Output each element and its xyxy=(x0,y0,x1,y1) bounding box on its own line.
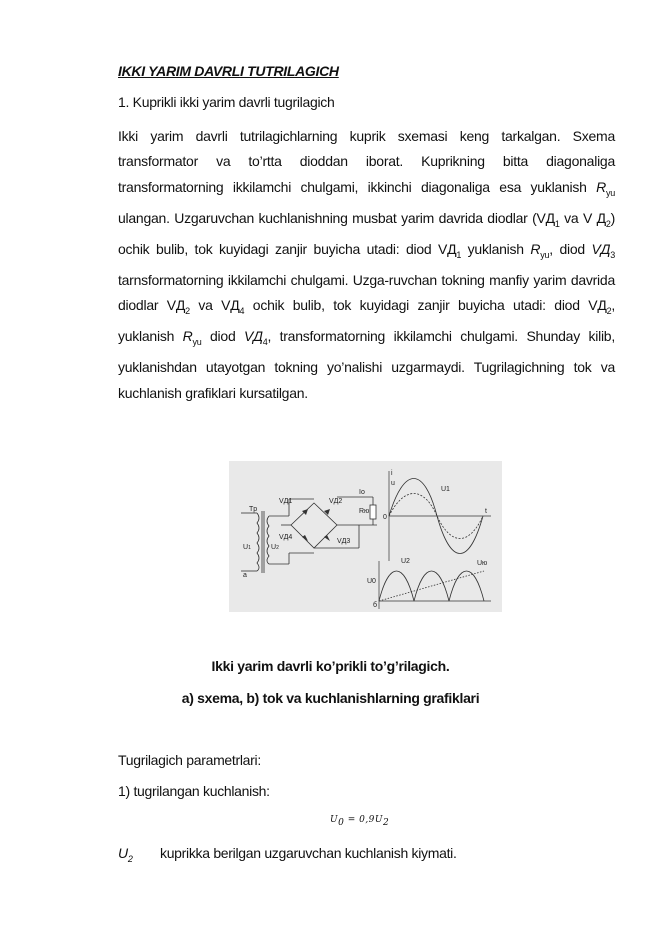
parameters-title: Tugrilagich parametrlari: xyxy=(118,752,261,768)
waveforms xyxy=(379,479,484,602)
subsection-heading: 1. Kuprikli ikki yarim davrli tugrilagich xyxy=(118,94,335,110)
figure-label-a: a xyxy=(243,572,247,579)
vd3-label: VД3 xyxy=(337,538,351,545)
vd1-label: VД1 xyxy=(279,498,293,505)
rectified-voltage-formula: $U_0 = 0,9U_2$ xyxy=(330,815,390,828)
figure-caption-title: Ikki yarim davrli ko’prikli to’g’rilagich. xyxy=(211,658,450,674)
rectifier-diagram xyxy=(229,461,502,612)
vd4-label: VД4 xyxy=(279,534,293,541)
axis-i-label: i xyxy=(391,470,393,477)
figure-caption-subtitle: a) sxema, b) tok va kuchlanishlarning grafiklari xyxy=(181,690,480,706)
u1-label: U1 xyxy=(243,544,251,551)
u2-definition: $U_2$ kuprikka berilgan uzgaruvchan kuchlanish kiymati. xyxy=(118,845,457,864)
figure-label-b: б xyxy=(373,602,378,609)
rectifier-figure xyxy=(229,461,502,612)
axis-u-label: u xyxy=(391,480,395,487)
uyu-curve-label: Uю xyxy=(477,560,488,567)
u0-curve-label: U0 xyxy=(367,578,376,585)
parameter-item-1: 1) tugrilangan kuchlanish: xyxy=(118,783,270,799)
axis-t-label: t xyxy=(485,508,487,515)
load-current-label: Io xyxy=(359,489,365,496)
transformer-label: Tр xyxy=(249,506,258,513)
section-heading: IKKI YARIM DAVRLI TUTRILAGICH xyxy=(118,63,339,79)
u1-curve-label: U1 xyxy=(441,486,450,493)
u2-curve-label: U2 xyxy=(401,558,410,565)
origin-label: 0 xyxy=(383,514,387,521)
u2-label: U2 xyxy=(271,544,279,551)
vd2-label: VД2 xyxy=(329,498,343,505)
body-paragraph: Ikki yarim davrli tutrilagichlarning kuprik sxemasi keng tarkalgan. Sxema transformator va to’rtta dioddan iborat. Kuprikning bitta diagonaliga transformatorning ikkilamchi chulgami, ikkinchi diagonaliga esa yuklanish $R_{yu}$ ulangan. Uzgaruvchan kuchlanishning musbat yarim davrida diodlar ($VД_1$ va V $Д_2$) ochik bulib, tok kuyidagi zanjir buyicha utadi: diod $VД_1$ yuklanish $R_{yu}$, diod $VД_3$ tarnsformatorning ikkilamchi chulgami. Uzga-ruvchan tokning manfiy yarim davrida diodlar $VД_2$ va $VД_4$ ochik bulib, tok kuyidagi zanjir buyicha utadi: diod $VД_2$, yuklanish $R_{yu}$ diod $VД_4$, transformatorning ikkilamchi chulgami. Shunday kilib, yuklanishdan utayotgan tokning yo’nalishi uzgarmaydi. Tugrilagichning tok va kuchlanish grafiklari kursatilgan. xyxy=(118,128,615,401)
load-resistor-label: Rю xyxy=(359,508,370,515)
